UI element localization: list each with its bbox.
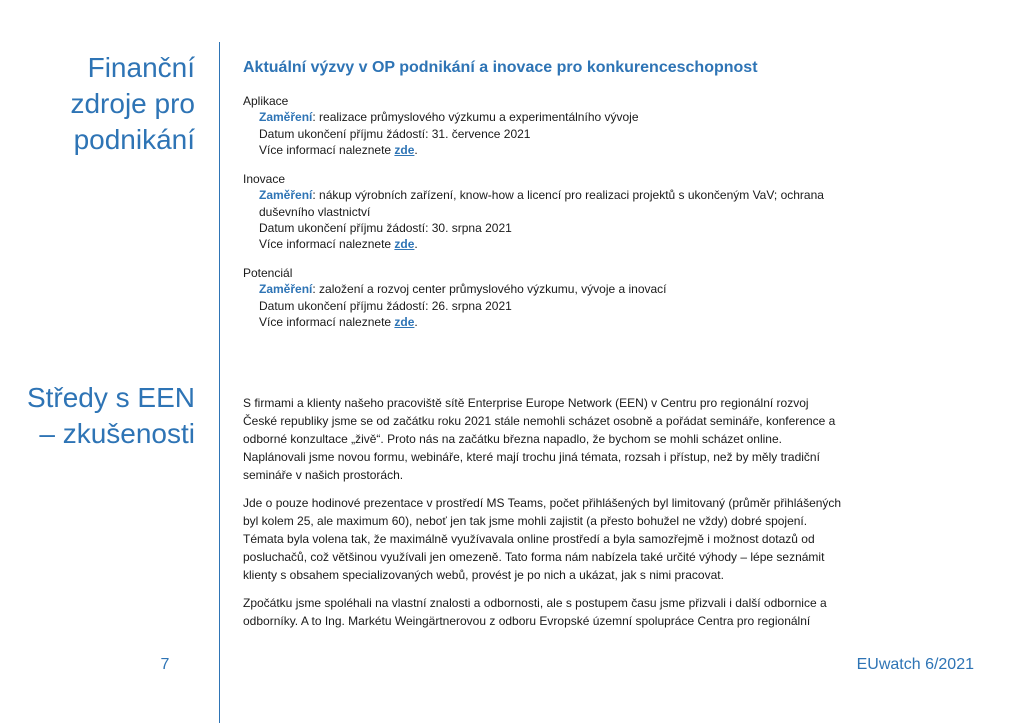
sidebar-heading-financial-sources: Finanční zdroje pro podnikání	[70, 52, 195, 155]
article-paragraph: Zpočátku jsme spoléhali na vlastní znalosti a odbornosti, ale s postupem času jsme přizvali i další odbornice a odborníky. A to Ing. Markétu Weingärtnerovou z odboru Evropské územní spolupráce Centra pro regionální	[243, 596, 827, 628]
more-info-prefix: Více informací naleznete	[259, 237, 395, 252]
grant-focus	[259, 281, 843, 297]
grant-focus	[259, 109, 843, 125]
focus-text: : realizace průmyslového výzkumu a experimentálního vývoje	[312, 110, 639, 125]
focus-label: Zaměření	[259, 282, 313, 297]
focus-text: : založení a rozvoj center průmyslového výzkumu, vývoje a inovací	[312, 282, 667, 297]
more-info-link[interactable]: zde	[394, 237, 415, 252]
sidebar-heading-een-wednesdays: Středy s EEN – zkušenosti	[26, 382, 195, 449]
focus-label: Zaměření	[259, 188, 313, 203]
article-paragraph: S firmami a klienty našeho pracoviště sítě Enterprise Europe Network (EEN) v Centru pro regionální rozvoj České republiky jsme se od začátku roku 2021 stále nemohli scházet osobně a pořádat semináře, konference a odborné konzultace „živě“. Proto nás na začátku března napadlo, že bychom se mohli scházet online. Naplánovali jsme novou formu, webináře, které mají trochu jiná témata, rozsah i přístup, než by měly tradiční semináře v našich prostorách.	[243, 396, 836, 482]
grant-call-aplikace	[243, 93, 843, 158]
grant-deadline: Datum ukončení příjmu žádostí: 26. srpna 2021	[259, 298, 512, 313]
more-info-suffix: .	[414, 142, 418, 157]
grant-call-inovace	[243, 171, 843, 252]
more-info-prefix: Více informací naleznete	[259, 142, 395, 157]
more-info-link[interactable]: zde	[394, 314, 415, 329]
more-info-suffix: .	[414, 237, 418, 252]
more-info-prefix: Více informací naleznete	[259, 314, 395, 329]
grant-more-info	[259, 314, 843, 330]
more-info-suffix: .	[414, 314, 418, 329]
column-divider	[219, 42, 220, 723]
grant-more-info	[259, 236, 843, 252]
focus-label: Zaměření	[259, 110, 313, 125]
grant-more-info	[259, 142, 843, 158]
grant-call-potencial	[243, 265, 843, 330]
section-title-op-calls: Aktuální výzvy v OP podnikání a inovace pro konkurenceschopnost	[243, 59, 758, 76]
page-number: 7	[160, 656, 170, 673]
more-info-link[interactable]: zde	[394, 142, 415, 157]
grant-name: Potenciál	[243, 266, 293, 280]
grant-name: Inovace	[243, 172, 286, 186]
grant-deadline: Datum ukončení příjmu žádostí: 31. července 2021	[259, 126, 531, 141]
grant-name: Aplikace	[243, 94, 289, 108]
grant-focus	[259, 187, 843, 220]
article-een-experience	[243, 394, 843, 640]
article-paragraph: Jde o pouze hodinové prezentace v prostředí MS Teams, počet přihlášených byl limitovaný (průměr přihlášených byl kolem 25, ale maximum 60), neboť jen tak jsme mohli zajistit (a přesto bohužel ne vždy) dobré spojení. Témata byla volena tak, že maximálně využívavala online prostředí a byla samozřejmě i možnost dotazů od posluchačů, což většinou využívali jen omezeně. Tato forma nám nabízela také určité výhody – lépe seznámit klienty s obsahem specializovaných webů, provést je po nich a ukázat, jak s nimi pracovat.	[243, 496, 842, 582]
issue-label: EUwatch 6/2021	[856, 656, 974, 673]
grant-deadline: Datum ukončení příjmu žádostí: 30. srpna 2021	[259, 220, 512, 235]
focus-text: : nákup výrobních zařízení, know-how a licencí pro realizaci projektů s ukončeným VaV; ochrana duševního vlastnictví	[259, 188, 824, 219]
